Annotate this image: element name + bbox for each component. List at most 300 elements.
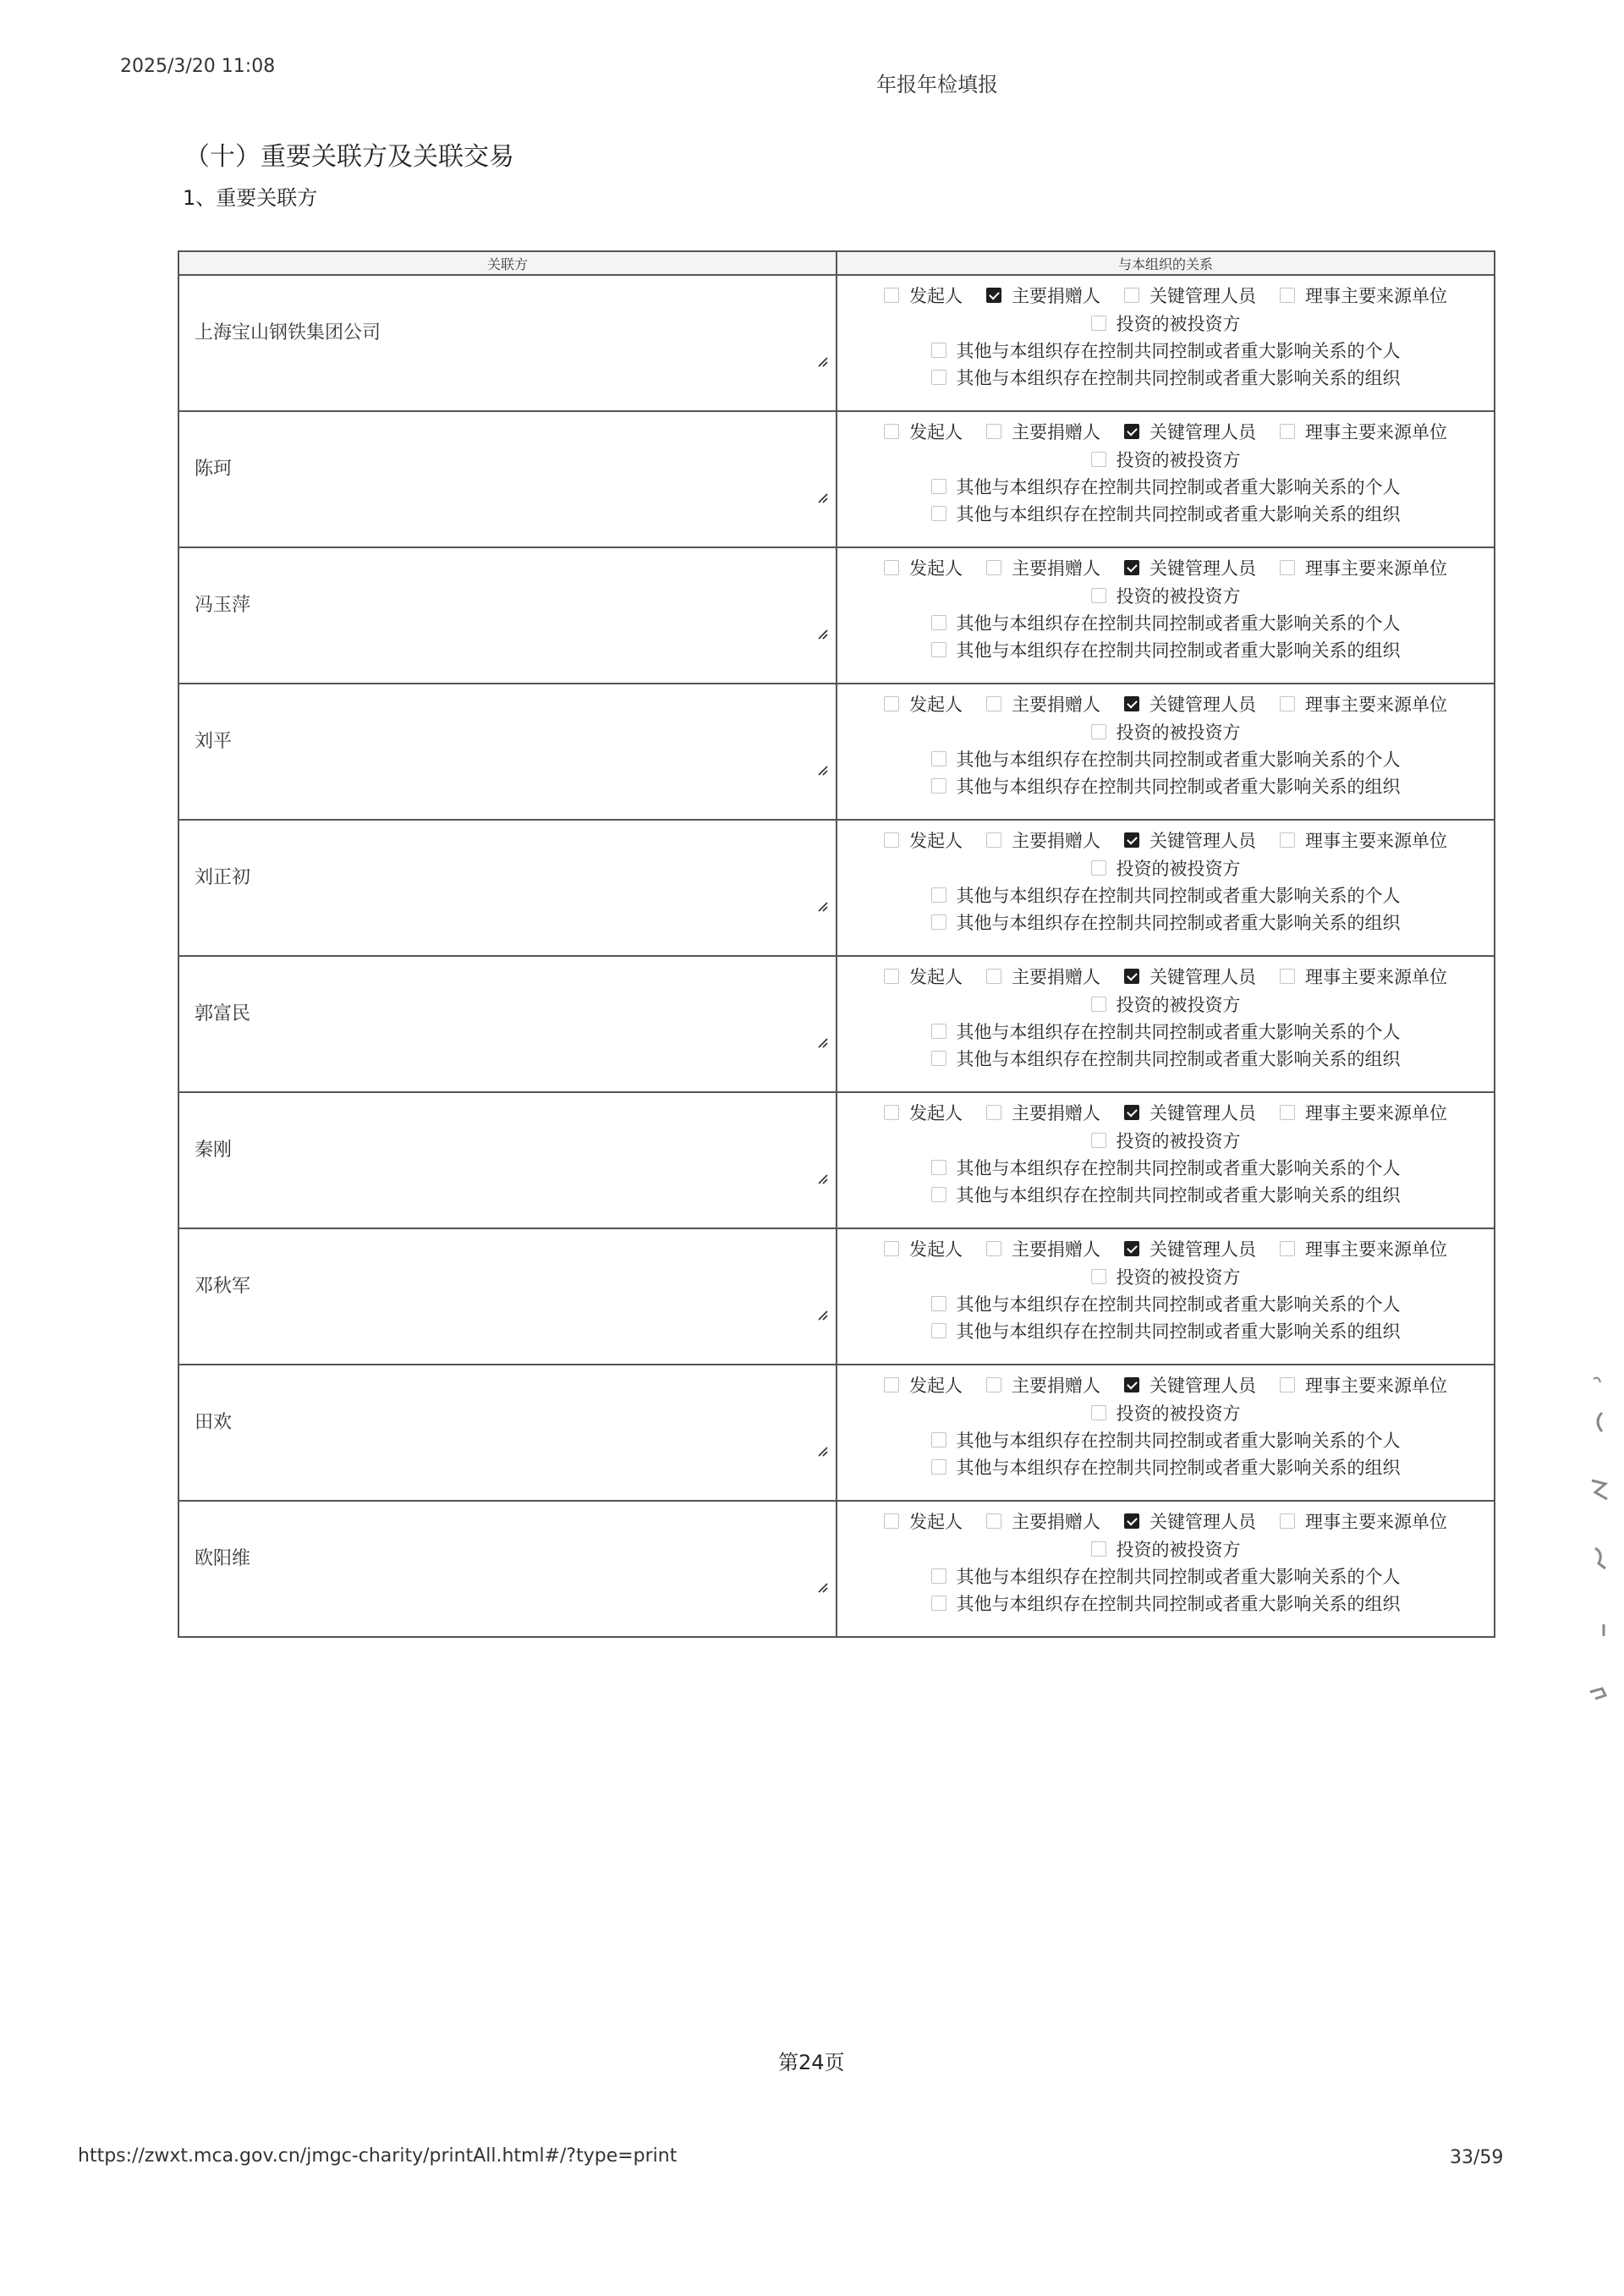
option-key-management[interactable] [1124, 283, 1256, 308]
related-party-name: 刘正初 [195, 867, 251, 888]
option-council-funding-unit[interactable] [1280, 1508, 1447, 1534]
checkbox-founder[interactable] [884, 424, 899, 439]
option-label: 理事主要来源单位 [1305, 558, 1447, 579]
resize-handle-icon[interactable] [815, 899, 829, 913]
relation-line-3 [837, 338, 1494, 363]
option-label: 主要捐赠人 [1012, 695, 1100, 715]
footer-page-count: 33/59 [1450, 2147, 1504, 2168]
option-other-organization[interactable] [931, 501, 1401, 526]
relation-line-1 [837, 555, 1494, 580]
table-row [179, 821, 1494, 957]
option-label: 主要捐赠人 [1012, 1512, 1100, 1532]
relation-line-4 [837, 637, 1494, 662]
checkbox-founder[interactable] [884, 288, 899, 303]
relation-line-4 [837, 909, 1494, 935]
checkbox-major-donor[interactable] [986, 969, 1001, 984]
resize-handle-icon[interactable] [815, 1172, 829, 1185]
resize-handle-icon[interactable] [815, 1444, 829, 1458]
checkbox-council-funding-unit[interactable] [1280, 288, 1295, 303]
relation-line-3 [837, 1155, 1494, 1180]
checkbox-major-donor[interactable] [986, 1105, 1001, 1120]
relation-cell [837, 821, 1494, 955]
checkbox-other-organization[interactable] [931, 1323, 946, 1338]
option-label: 投资的被投资方 [1116, 586, 1241, 607]
option-major-donor[interactable] [986, 419, 1100, 444]
table-row [179, 1365, 1494, 1502]
option-other-organization[interactable] [931, 365, 1401, 390]
checkbox-council-funding-unit[interactable] [1280, 1241, 1295, 1256]
option-major-donor[interactable] [986, 1100, 1100, 1125]
relation-line-4 [837, 773, 1494, 799]
relation-line-2 [837, 447, 1494, 472]
section-title: （十）重要关联方及关联交易 [184, 142, 514, 172]
option-other-organization[interactable] [931, 1182, 1401, 1207]
option-key-management[interactable] [1124, 964, 1256, 989]
option-other-individual[interactable] [931, 1019, 1401, 1044]
relation-line-1 [837, 1372, 1494, 1398]
checkbox-key-management[interactable] [1124, 1377, 1139, 1392]
option-label: 其他与本组织存在控制共同控制或者重大影响关系的组织 [956, 913, 1401, 933]
relation-cell [837, 276, 1494, 410]
option-other-organization[interactable] [931, 1454, 1401, 1480]
related-party-cell[interactable] [179, 957, 837, 1091]
option-label: 其他与本组织存在控制共同控制或者重大影响关系的组织 [956, 777, 1401, 797]
checkbox-key-management[interactable] [1124, 288, 1139, 303]
checkbox-major-donor[interactable] [986, 832, 1001, 848]
option-other-organization[interactable] [931, 1318, 1401, 1343]
option-investee[interactable] [1091, 719, 1241, 744]
relation-line-1 [837, 964, 1494, 989]
option-label: 投资的被投资方 [1116, 1540, 1241, 1560]
option-other-individual[interactable] [931, 1291, 1401, 1316]
option-founder[interactable] [884, 1508, 963, 1534]
checkbox-major-donor[interactable] [986, 696, 1001, 711]
related-party-cell[interactable] [179, 548, 837, 683]
related-party-cell[interactable] [179, 821, 837, 955]
option-council-funding-unit[interactable] [1280, 283, 1447, 308]
option-major-donor[interactable] [986, 964, 1100, 989]
checkbox-major-donor[interactable] [986, 1513, 1001, 1529]
relation-line-1 [837, 1508, 1494, 1534]
checkbox-other-organization[interactable] [931, 915, 946, 930]
option-label: 发起人 [909, 558, 963, 579]
option-label: 发起人 [909, 1103, 963, 1123]
option-other-individual[interactable] [931, 338, 1401, 363]
option-label: 发起人 [909, 1512, 963, 1532]
option-council-funding-unit[interactable] [1280, 1236, 1447, 1261]
option-other-organization[interactable] [931, 1590, 1401, 1616]
column-header-relation: 与本组织的关系 [1117, 255, 1213, 272]
option-label: 其他与本组织存在控制共同控制或者重大影响关系的个人 [956, 1158, 1401, 1178]
option-investee[interactable] [1091, 991, 1241, 1017]
checkbox-other-individual[interactable] [931, 1024, 946, 1039]
checkbox-key-management[interactable] [1124, 1241, 1139, 1256]
checkbox-investee[interactable] [1091, 724, 1106, 739]
option-label: 其他与本组织存在控制共同控制或者重大影响关系的组织 [956, 1321, 1401, 1342]
checkbox-other-individual[interactable] [931, 343, 946, 358]
option-label: 其他与本组织存在控制共同控制或者重大影响关系的组织 [956, 1594, 1401, 1614]
checkbox-other-individual[interactable] [931, 1160, 946, 1175]
option-investee[interactable] [1091, 1128, 1241, 1153]
relation-cell [837, 1229, 1494, 1364]
option-label: 理事主要来源单位 [1305, 1103, 1447, 1123]
option-major-donor[interactable] [986, 555, 1100, 580]
checkbox-other-organization[interactable] [931, 778, 946, 794]
related-party-cell[interactable] [179, 276, 837, 410]
checkbox-council-funding-unit[interactable] [1280, 1377, 1295, 1392]
checkbox-investee[interactable] [1091, 1405, 1106, 1420]
checkbox-key-management[interactable] [1124, 696, 1139, 711]
checkbox-other-organization[interactable] [931, 370, 946, 385]
option-council-funding-unit[interactable] [1280, 1100, 1447, 1125]
option-key-management[interactable] [1124, 691, 1256, 717]
related-party-table [178, 250, 1495, 1638]
option-label: 关键管理人员 [1149, 967, 1256, 987]
option-label: 主要捐赠人 [1012, 1376, 1100, 1396]
option-label: 关键管理人员 [1149, 558, 1256, 579]
option-other-organization[interactable] [931, 1046, 1401, 1071]
checkbox-investee[interactable] [1091, 1269, 1106, 1284]
checkbox-key-management[interactable] [1124, 832, 1139, 848]
option-other-organization[interactable] [931, 909, 1401, 935]
option-other-organization[interactable] [931, 637, 1401, 662]
option-key-management[interactable] [1124, 555, 1256, 580]
relation-line-1 [837, 283, 1494, 308]
relation-line-2 [837, 1264, 1494, 1289]
checkbox-other-individual[interactable] [931, 887, 946, 903]
option-label: 发起人 [909, 967, 963, 987]
checkbox-founder[interactable] [884, 560, 899, 575]
option-key-management[interactable] [1124, 1508, 1256, 1534]
option-council-funding-unit[interactable] [1280, 555, 1447, 580]
table-row [179, 548, 1494, 684]
checkbox-key-management[interactable] [1124, 560, 1139, 575]
subsection-title: 1、重要关联方 [183, 186, 318, 210]
checkbox-major-donor[interactable] [986, 1377, 1001, 1392]
option-label: 理事主要来源单位 [1305, 695, 1447, 715]
table-row [179, 1229, 1494, 1365]
option-label: 投资的被投资方 [1116, 722, 1241, 743]
option-label: 关键管理人员 [1149, 695, 1256, 715]
option-founder[interactable] [884, 1372, 963, 1398]
related-party-name: 陈珂 [195, 459, 233, 480]
relation-line-3 [837, 1019, 1494, 1044]
option-founder[interactable] [884, 555, 963, 580]
related-party-cell[interactable] [179, 1502, 837, 1636]
checkbox-investee[interactable] [1091, 860, 1106, 876]
option-founder[interactable] [884, 964, 963, 989]
related-party-cell[interactable] [179, 412, 837, 547]
relation-line-4 [837, 365, 1494, 390]
option-label: 其他与本组织存在控制共同控制或者重大影响关系的个人 [956, 477, 1401, 497]
checkbox-investee[interactable] [1091, 1541, 1106, 1557]
checkbox-major-donor[interactable] [986, 560, 1001, 575]
option-label: 其他与本组织存在控制共同控制或者重大影响关系的组织 [956, 1049, 1401, 1069]
checkbox-other-individual[interactable] [931, 1432, 946, 1447]
option-council-funding-unit[interactable] [1280, 419, 1447, 444]
option-council-funding-unit[interactable] [1280, 691, 1447, 717]
option-label: 其他与本组织存在控制共同控制或者重大影响关系的个人 [956, 341, 1401, 361]
option-major-donor[interactable] [986, 827, 1100, 853]
option-council-funding-unit[interactable] [1280, 964, 1447, 989]
related-party-name: 邓秋军 [195, 1276, 251, 1297]
relation-line-2 [837, 991, 1494, 1017]
option-label: 其他与本组织存在控制共同控制或者重大影响关系的个人 [956, 1431, 1401, 1451]
related-party-cell[interactable] [179, 1093, 837, 1228]
checkbox-other-organization[interactable] [931, 1187, 946, 1202]
checkbox-council-funding-unit[interactable] [1280, 424, 1295, 439]
checkbox-major-donor[interactable] [986, 424, 1001, 439]
option-major-donor[interactable] [986, 1508, 1100, 1534]
option-major-donor[interactable] [986, 1372, 1100, 1398]
relation-cell [837, 684, 1494, 819]
relation-line-3 [837, 882, 1494, 908]
checkbox-key-management[interactable] [1124, 1513, 1139, 1529]
checkbox-founder[interactable] [884, 969, 899, 984]
checkbox-investee[interactable] [1091, 1133, 1106, 1148]
option-label: 发起人 [909, 422, 963, 442]
checkbox-council-funding-unit[interactable] [1280, 696, 1295, 711]
checkbox-major-donor[interactable] [986, 1241, 1001, 1256]
option-label: 投资的被投资方 [1116, 1403, 1241, 1424]
related-party-name: 冯玉萍 [195, 595, 251, 616]
option-other-organization[interactable] [931, 773, 1401, 799]
checkbox-other-individual[interactable] [931, 1568, 946, 1584]
checkbox-other-individual[interactable] [931, 615, 946, 630]
option-label: 主要捐赠人 [1012, 1239, 1100, 1260]
option-investee[interactable] [1091, 1264, 1241, 1289]
checkbox-council-funding-unit[interactable] [1280, 1105, 1295, 1120]
related-party-name: 刘平 [195, 731, 233, 752]
option-label: 主要捐赠人 [1012, 286, 1100, 306]
checkbox-council-funding-unit[interactable] [1280, 832, 1295, 848]
option-label: 投资的被投资方 [1116, 314, 1241, 334]
relation-line-1 [837, 691, 1494, 717]
option-other-individual[interactable] [931, 610, 1401, 635]
relation-line-1 [837, 1100, 1494, 1125]
checkbox-founder[interactable] [884, 1377, 899, 1392]
option-label: 发起人 [909, 1376, 963, 1396]
page-header-title: 年报年检填报 [876, 73, 998, 96]
relation-line-1 [837, 419, 1494, 444]
option-founder[interactable] [884, 419, 963, 444]
checkbox-other-individual[interactable] [931, 1296, 946, 1311]
related-party-cell[interactable] [179, 684, 837, 819]
option-label: 理事主要来源单位 [1305, 831, 1447, 851]
table-row [179, 276, 1494, 412]
checkbox-founder[interactable] [884, 696, 899, 711]
option-investee[interactable] [1091, 583, 1241, 608]
option-label: 投资的被投资方 [1116, 1267, 1241, 1288]
option-label: 其他与本组织存在控制共同控制或者重大影响关系的个人 [956, 1294, 1401, 1315]
table-header [179, 252, 1494, 276]
option-label: 投资的被投资方 [1116, 995, 1241, 1015]
option-label: 发起人 [909, 831, 963, 851]
checkbox-founder[interactable] [884, 1105, 899, 1120]
option-key-management[interactable] [1124, 419, 1256, 444]
option-other-individual[interactable] [931, 882, 1401, 908]
option-other-individual[interactable] [931, 1563, 1401, 1589]
table-row [179, 1093, 1494, 1229]
relation-line-4 [837, 501, 1494, 526]
option-founder[interactable] [884, 691, 963, 717]
option-label: 关键管理人员 [1149, 286, 1256, 306]
page-number: 第24页 [778, 2051, 845, 2074]
relation-line-4 [837, 1454, 1494, 1480]
resize-handle-icon[interactable] [815, 354, 829, 368]
option-investee[interactable] [1091, 855, 1241, 881]
checkbox-key-management[interactable] [1124, 1105, 1139, 1120]
option-investee[interactable] [1091, 310, 1241, 336]
option-label: 其他与本组织存在控制共同控制或者重大影响关系的个人 [956, 1567, 1401, 1587]
checkbox-investee[interactable] [1091, 997, 1106, 1012]
checkbox-key-management[interactable] [1124, 424, 1139, 439]
relation-line-3 [837, 610, 1494, 635]
option-label: 其他与本组织存在控制共同控制或者重大影响关系的个人 [956, 613, 1401, 634]
option-major-donor[interactable] [986, 691, 1100, 717]
option-investee[interactable] [1091, 447, 1241, 472]
option-other-individual[interactable] [931, 1155, 1401, 1180]
resize-handle-icon[interactable] [815, 1035, 829, 1049]
checkbox-council-funding-unit[interactable] [1280, 560, 1295, 575]
checkbox-council-funding-unit[interactable] [1280, 969, 1295, 984]
option-label: 主要捐赠人 [1012, 1103, 1100, 1123]
option-label: 理事主要来源单位 [1305, 422, 1447, 442]
option-founder[interactable] [884, 1236, 963, 1261]
checkbox-investee[interactable] [1091, 452, 1106, 467]
resize-handle-icon[interactable] [815, 491, 829, 504]
relation-line-4 [837, 1046, 1494, 1071]
option-label: 其他与本组织存在控制共同控制或者重大影响关系的组织 [956, 368, 1401, 388]
relation-cell [837, 548, 1494, 683]
option-label: 关键管理人员 [1149, 1512, 1256, 1532]
option-label: 理事主要来源单位 [1305, 967, 1447, 987]
related-party-name: 欧阳维 [195, 1548, 251, 1569]
resize-handle-icon[interactable] [815, 1308, 829, 1321]
related-party-name: 秦刚 [195, 1140, 233, 1161]
option-label: 理事主要来源单位 [1305, 1376, 1447, 1396]
option-investee[interactable] [1091, 1400, 1241, 1425]
table-row [179, 412, 1494, 548]
option-label: 关键管理人员 [1149, 422, 1256, 442]
column-header-related-party: 关联方 [179, 252, 837, 274]
option-founder[interactable] [884, 283, 963, 308]
checkbox-other-organization[interactable] [931, 642, 946, 657]
checkbox-other-organization[interactable] [931, 1051, 946, 1066]
resize-handle-icon[interactable] [815, 627, 829, 640]
relation-cell [837, 1502, 1494, 1636]
checkbox-other-organization[interactable] [931, 1459, 946, 1475]
option-label: 主要捐赠人 [1012, 422, 1100, 442]
option-label: 其他与本组织存在控制共同控制或者重大影响关系的个人 [956, 886, 1401, 906]
checkbox-founder[interactable] [884, 832, 899, 848]
related-party-cell[interactable] [179, 1365, 837, 1500]
related-party-name: 田欢 [195, 1412, 233, 1433]
option-major-donor[interactable] [986, 1236, 1100, 1261]
relation-line-3 [837, 1563, 1494, 1589]
checkbox-other-organization[interactable] [931, 1596, 946, 1611]
option-label: 投资的被投资方 [1116, 1131, 1241, 1151]
relation-line-2 [837, 310, 1494, 336]
option-label: 关键管理人员 [1149, 1239, 1256, 1260]
option-label: 投资的被投资方 [1116, 859, 1241, 879]
option-label: 发起人 [909, 286, 963, 306]
relation-line-1 [837, 827, 1494, 853]
relation-line-4 [837, 1182, 1494, 1207]
checkbox-investee[interactable] [1091, 316, 1106, 331]
related-party-name: 上海宝山钢铁集团公司 [195, 322, 381, 343]
footer-url: https://zwxt.mca.gov.cn/jmgc-charity/printAll.html#/?type=print [78, 2145, 678, 2167]
option-label: 投资的被投资方 [1116, 450, 1241, 470]
relation-cell [837, 1365, 1494, 1500]
option-label: 主要捐赠人 [1012, 831, 1100, 851]
relation-line-2 [837, 855, 1494, 881]
option-label: 主要捐赠人 [1012, 967, 1100, 987]
related-party-cell[interactable] [179, 1229, 837, 1364]
checkbox-other-individual[interactable] [931, 479, 946, 494]
checkbox-founder[interactable] [884, 1513, 899, 1529]
option-label: 其他与本组织存在控制共同控制或者重大影响关系的组织 [956, 1185, 1401, 1206]
option-council-funding-unit[interactable] [1280, 827, 1447, 853]
option-key-management[interactable] [1124, 1236, 1256, 1261]
option-investee[interactable] [1091, 1536, 1241, 1562]
option-label: 发起人 [909, 1239, 963, 1260]
relation-line-2 [837, 1400, 1494, 1425]
relation-line-3 [837, 474, 1494, 499]
relation-line-4 [837, 1590, 1494, 1616]
relation-cell [837, 957, 1494, 1091]
checkbox-key-management[interactable] [1124, 969, 1139, 984]
option-founder[interactable] [884, 1100, 963, 1125]
option-label: 关键管理人员 [1149, 1376, 1256, 1396]
option-founder[interactable] [884, 827, 963, 853]
option-label: 关键管理人员 [1149, 1103, 1256, 1123]
option-key-management[interactable] [1124, 1100, 1256, 1125]
table-row [179, 1502, 1494, 1636]
option-label: 理事主要来源单位 [1305, 1512, 1447, 1532]
resize-handle-icon[interactable] [815, 1580, 829, 1594]
checkbox-founder[interactable] [884, 1241, 899, 1256]
option-major-donor[interactable] [986, 283, 1100, 308]
relation-cell [837, 412, 1494, 547]
relation-cell [837, 1093, 1494, 1228]
option-label: 发起人 [909, 695, 963, 715]
checkbox-council-funding-unit[interactable] [1280, 1513, 1295, 1529]
resize-handle-icon[interactable] [815, 763, 829, 777]
checkbox-major-donor[interactable] [986, 288, 1001, 303]
option-key-management[interactable] [1124, 827, 1256, 853]
option-other-individual[interactable] [931, 746, 1401, 772]
option-council-funding-unit[interactable] [1280, 1372, 1447, 1398]
checkbox-other-organization[interactable] [931, 506, 946, 521]
relation-line-3 [837, 1291, 1494, 1316]
option-label: 理事主要来源单位 [1305, 286, 1447, 306]
option-key-management[interactable] [1124, 1372, 1256, 1398]
option-label: 理事主要来源单位 [1305, 1239, 1447, 1260]
relation-line-2 [837, 719, 1494, 744]
table-row [179, 957, 1494, 1093]
relation-line-1 [837, 1236, 1494, 1261]
related-party-name: 郭富民 [195, 1003, 251, 1024]
option-label: 其他与本组织存在控制共同控制或者重大影响关系的组织 [956, 1458, 1401, 1478]
option-other-individual[interactable] [931, 1427, 1401, 1453]
option-other-individual[interactable] [931, 474, 1401, 499]
checkbox-other-individual[interactable] [931, 751, 946, 766]
table-row [179, 684, 1494, 821]
option-label: 关键管理人员 [1149, 831, 1256, 851]
checkbox-investee[interactable] [1091, 588, 1106, 603]
relation-line-3 [837, 1427, 1494, 1453]
